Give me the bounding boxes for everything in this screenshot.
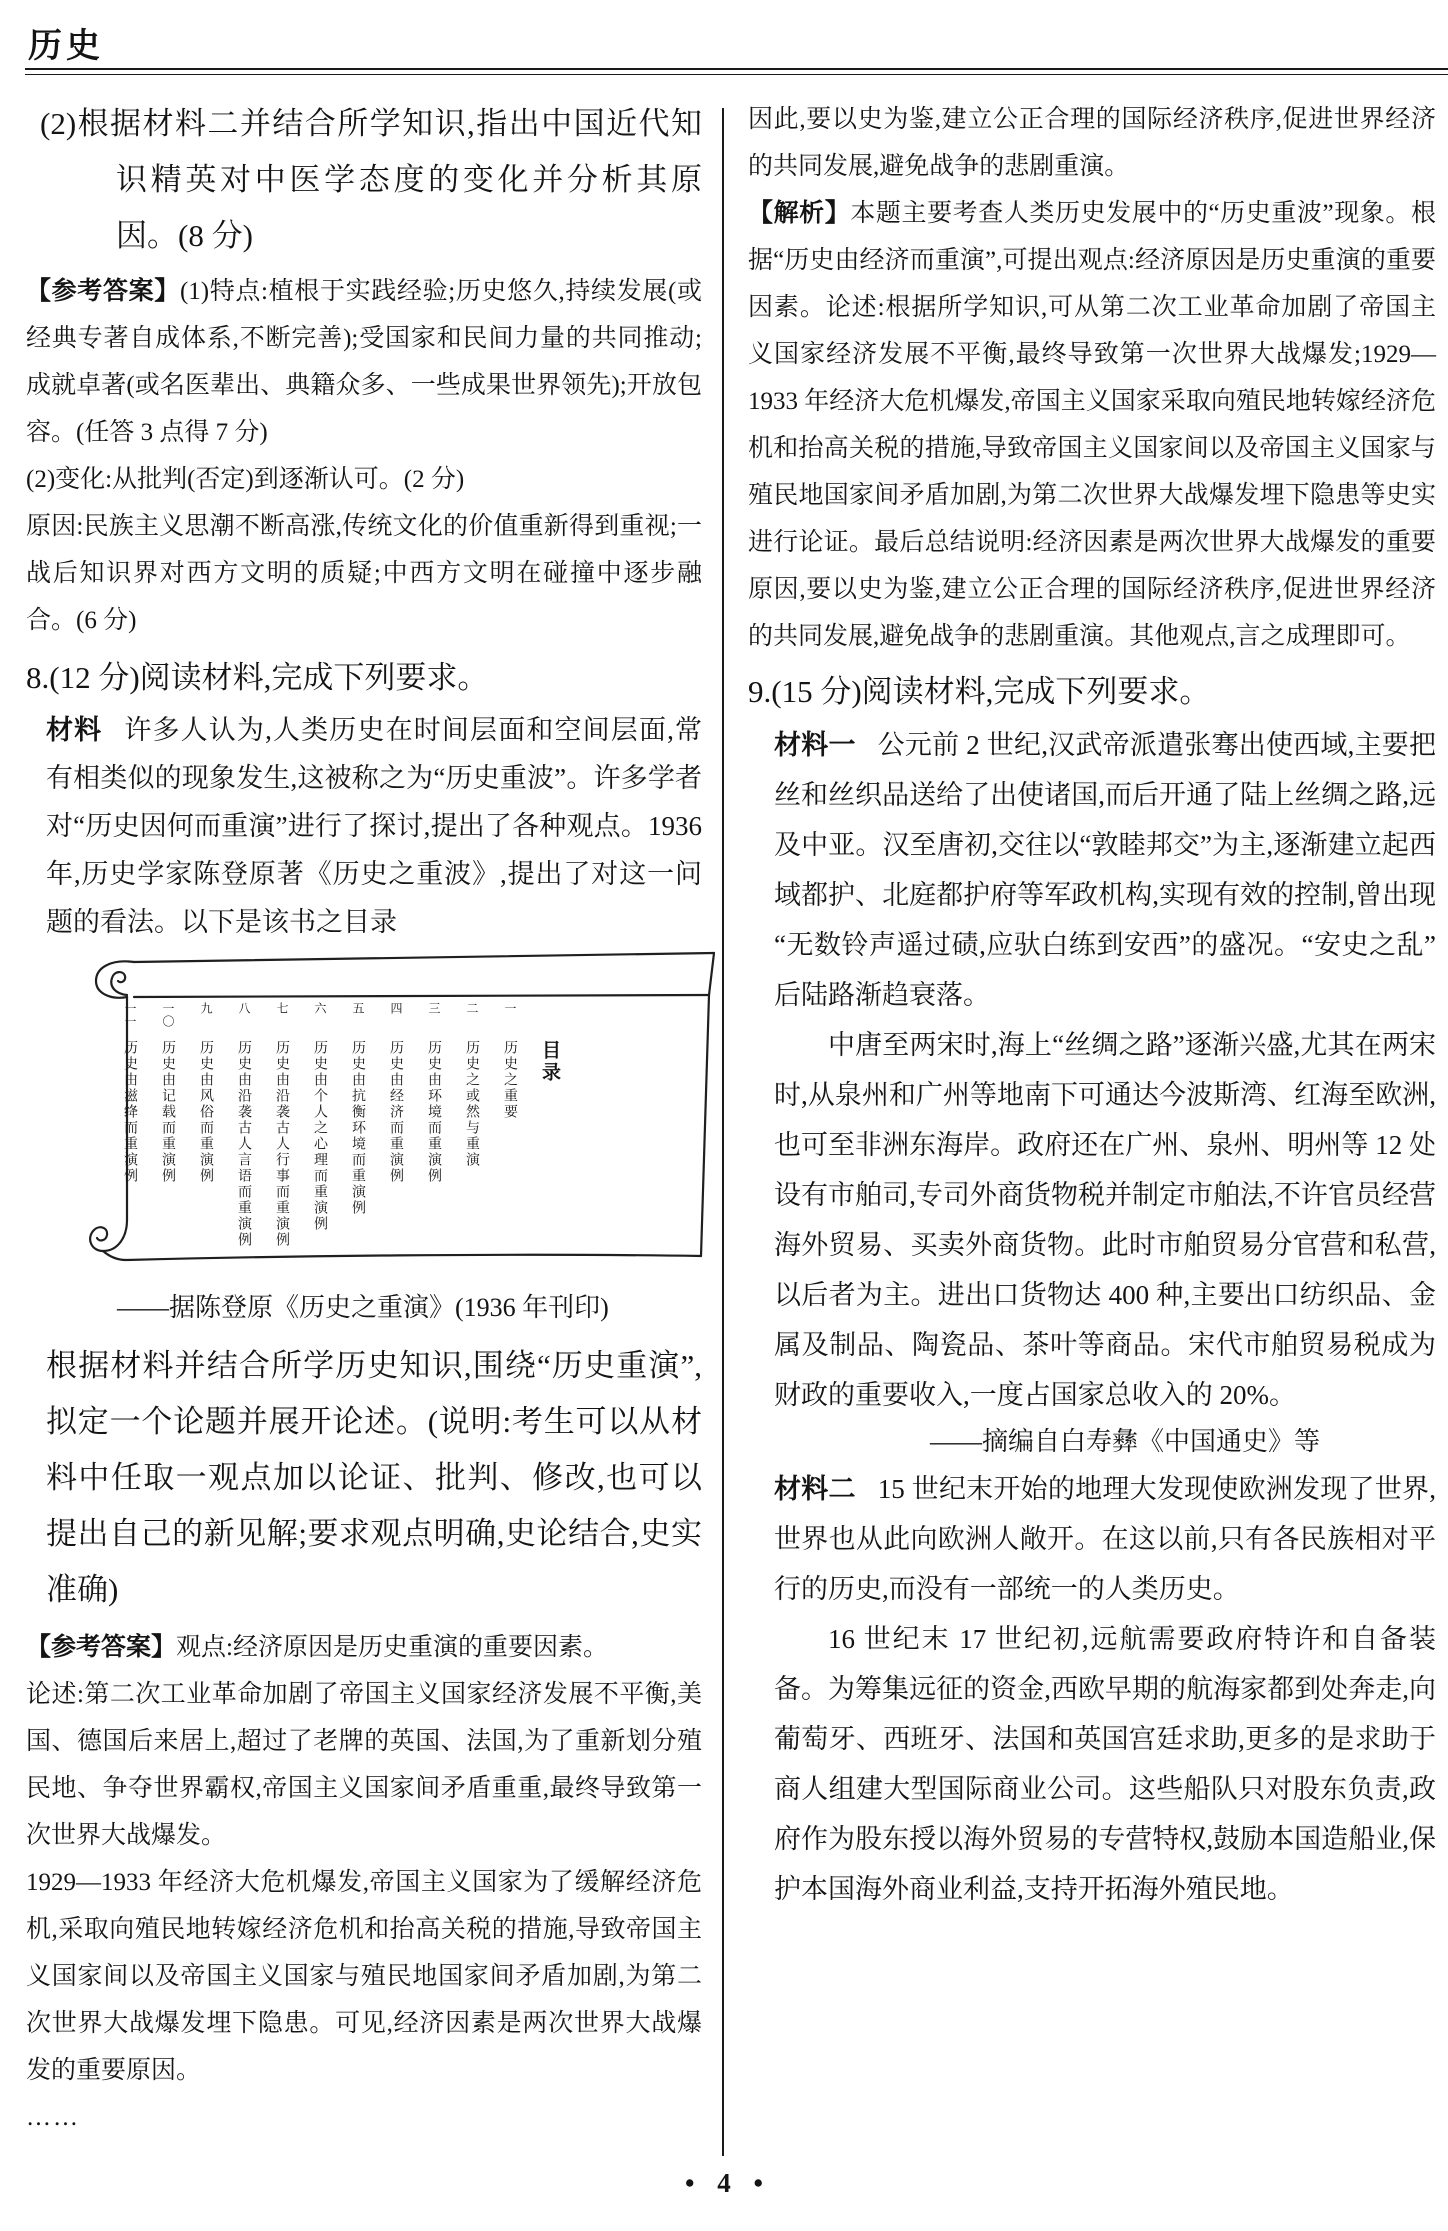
reference-answer-7-p1 bbox=[26, 268, 702, 456]
material-1-source-caption: ——摘编自白寿彝《中国通史》等 bbox=[930, 1427, 1321, 1456]
toc-item-5 bbox=[348, 1000, 367, 1262]
toc-item-title: 历史之或然与重演 bbox=[464, 1040, 479, 1168]
toc-item-title: 历史由记载而重演例 bbox=[160, 1040, 175, 1184]
toc-item-1 bbox=[500, 1000, 519, 1262]
material-2-label: 材料二 bbox=[774, 1474, 856, 1504]
material-1-label: 材料一 bbox=[774, 730, 856, 760]
question-9-material-1-p2: 中唐至两宋时,海上“丝绸之路”逐渐兴盛,尤其在两宋时,从泉州和广州等地南下可通达今波斯湾、红海至欧洲,也可至非洲东海岸。政府还在广州、泉州、明州等 12 处设有市舶司,专司外商货物税并制定市舶法,不许官员经营海外贸易、买卖外商货物。此时市舶贸易分官营和私营,以后者为主。进出口货物达 400 种,主要出口纺织品、金属及制品、陶瓷品、茶叶等商品。宋代市舶贸易税成为财政的重要收入,一度占国家总收入的 20%。 bbox=[774, 1030, 1436, 1410]
toc-item-number: 一一 bbox=[123, 1002, 137, 1028]
toc-item-8 bbox=[234, 1000, 253, 1262]
scroll-source-caption: ——据陈登原《历史之重演》(1936 年刊印) bbox=[117, 1293, 609, 1322]
question-8-task: 根据材料并结合所学历史知识,围绕“历史重演”,拟定一个论题并展开论述。(说明:考生可以从材料中任取一观点加以论证、批判、修改,也可以提出自己的新见解;要求观点明确,史论结合,史实准确) bbox=[46, 1348, 702, 1607]
question-8-material bbox=[46, 706, 702, 946]
toc-item-number: 二 bbox=[465, 1002, 479, 1015]
toc-item-title: 历史由滋绛而重演例 bbox=[122, 1040, 137, 1184]
toc-item-title: 历史由沿袭古人言语而重演例 bbox=[236, 1040, 251, 1248]
toc-item-6 bbox=[310, 1000, 329, 1262]
analysis-label: 【解析】 bbox=[748, 199, 851, 227]
toc-item-title: 历史由风俗而重演例 bbox=[198, 1040, 213, 1184]
toc-item-7 bbox=[272, 1000, 291, 1262]
question-9-material-2-p2: 16 世纪末 17 世纪初,远航需要政府特许和自备装备。为筹集远征的资金,西欧早期的航海家都到处奔走,向葡萄牙、西班牙、法国和英国宫廷求助,更多的是求助于商人组建大型国际商业公司。这些船队只对股东负责,政府作为股东授以海外贸易的专营特权,鼓励本国造船业,保护本国海外商业利益,支持开拓海外殖民地。 bbox=[774, 1624, 1436, 1904]
toc-title: 目录 bbox=[539, 1040, 560, 1084]
toc-item-title: 历史由抗衡环境而重演例 bbox=[350, 1040, 365, 1216]
header-double-rule bbox=[25, 68, 1448, 75]
question-9-heading: 9.(15 分)阅读材料,完成下列要求。 bbox=[748, 674, 1211, 709]
toc-item-number: 五 bbox=[351, 1002, 365, 1015]
scroll-illustration bbox=[88, 950, 715, 1272]
reference-answer-label: 【参考答案】 bbox=[26, 1633, 177, 1661]
toc-item-title: 历史由沿袭古人行事而重演例 bbox=[274, 1040, 289, 1248]
toc-item-number: 八 bbox=[237, 1002, 251, 1015]
analysis-text: 本题主要考查人类历史发展中的“历史重波”现象。根据“历史由经济而重演”,可提出观点:经济原因是历史重演的重要因素。论述:根据所学知识,可从第二次工业革命加剧了帝国主义国家经济发展不平衡,最终导致第一次世界大战爆发;1929—1933 年经济大危机爆发,帝国主义国家采取向殖民地转嫁经济危机和抬高关税的措施,导致帝国主义国家间以及帝国主义国家与殖民地国家间矛盾加剧,为第二次世界大战爆发埋下隐患等史实进行论证。最后总结说明:经济因素是两次世界大战爆发的重要原因,要以史为鉴,建立公正合理的国际经济秩序,促进世界经济的共同发展,避免战争的悲剧重演。其他观点,言之成理即可。 bbox=[748, 200, 1436, 650]
toc-item-4 bbox=[386, 1000, 405, 1262]
left-column bbox=[26, 96, 702, 2141]
toc-item-11 bbox=[120, 1000, 139, 1262]
reference-answer-8-p1 bbox=[26, 1624, 702, 1671]
toc-item-10 bbox=[158, 1000, 177, 1262]
question-8-heading: 8.(12 分)阅读材料,完成下列要求。 bbox=[26, 660, 489, 695]
toc-item-title: 历史由个人之心理而重演例 bbox=[312, 1040, 327, 1232]
reference-answer-8-p3: 1929—1933 年经济大危机爆发,帝国主义国家为了缓解经济危机,采取向殖民地转嫁经济危机和抬高关税的措施,导致帝国主义国家间以及帝国主义国家与殖民地国家间矛盾加剧,为第二次世界大战爆发埋下隐患。可见,经济因素是两次世界大战爆发的重要原因。 bbox=[26, 1869, 702, 2084]
answer-8-continuation: 因此,要以史为鉴,建立公正合理的国际经济秩序,促进世界经济的共同发展,避免战争的悲剧重演。 bbox=[748, 106, 1436, 180]
material-text: 许多人认为,人类历史在时间层面和空间层面,常有相类似的现象发生,这被称之为“历史重波”。许多学者对“历史因何而重演”进行了探讨,提出了各种观点。1936 年,历史学家陈登原著《历史之重波》,提出了对这一问题的看法。以下是该书之目录 bbox=[46, 715, 703, 937]
toc-item-2 bbox=[462, 1000, 481, 1262]
toc-item-title: 历史由环境而重演例 bbox=[426, 1040, 441, 1184]
page-number: • 4 • bbox=[685, 2168, 763, 2198]
toc-item-number: 一 bbox=[503, 1002, 517, 1015]
toc-item-9 bbox=[196, 1000, 215, 1262]
toc-item-title: 历史由经济而重演例 bbox=[388, 1040, 403, 1184]
toc-item-number: 三 bbox=[427, 1002, 441, 1015]
question-9-material-2 bbox=[774, 1464, 1436, 1614]
page-title: 历史 bbox=[28, 28, 104, 65]
answer-text: (1)特点:植根于实践经验;历史悠久,持续发展(或经典专著自成体系,不断完善);受国家和民间力量的共同推动;成就卓著(或名医辈出、典籍众多、一些成果世界领先);开放包容。(任答 3 点得 7 分) bbox=[26, 278, 702, 446]
answer-ellipsis: …… bbox=[26, 2104, 80, 2131]
toc-item-3 bbox=[424, 1000, 443, 1262]
material-1-text: 公元前 2 世纪,汉武帝派遣张骞出使西域,主要把丝和丝织品送给了出使诸国,而后开通了陆上丝绸之路,远及中亚。汉至唐初,交往以“敦睦邦交”为主,逐渐建立起西域都护、北庭都护府等军政机构,实现有效的控制,曾出现“无数铃声遥过碛,应驮白练到安西”的盛况。“安史之乱”后陆路渐趋衰落。 bbox=[774, 730, 1437, 1010]
material-2-text: 15 世纪末开始的地理大发现使欧洲发现了世界,世界也从此向欧洲人敞开。在这以前,只有各民族相对平行的历史,而没有一部统一的人类历史。 bbox=[774, 1474, 1437, 1604]
material-label: 材料 bbox=[46, 715, 103, 745]
toc-item-number: 六 bbox=[313, 1002, 327, 1015]
reference-answer-7-p2: (2)变化:从批判(否定)到逐渐认可。(2 分) bbox=[26, 466, 465, 493]
toc-item-number: 九 bbox=[199, 1002, 213, 1015]
reference-answer-label: 【参考答案】 bbox=[26, 277, 180, 305]
toc-item-number: 四 bbox=[389, 1002, 403, 1015]
right-column bbox=[748, 96, 1436, 1914]
table-of-contents bbox=[101, 1000, 560, 1262]
question-9-material-1 bbox=[774, 720, 1436, 1020]
answer-text: 观点:经济原因是历史重演的重要因素。 bbox=[176, 1634, 608, 1661]
toc-item-title: 历史之重要 bbox=[502, 1040, 517, 1120]
toc-item-number: 七 bbox=[275, 1002, 289, 1015]
question-7-part2: (2)根据材料二并结合所学知识,指出中国近代知识精英对中医学态度的变化并分析其原因。(8 分) bbox=[40, 106, 702, 253]
reference-answer-7-p3: 原因:民族主义思潮不断高涨,传统文化的价值重新得到重视;一战后知识界对西方文明的质疑;中西方文明在碰撞中逐步融合。(6 分) bbox=[26, 513, 702, 634]
analysis-8 bbox=[748, 190, 1436, 660]
reference-answer-8-p2: 论述:第二次工业革命加剧了帝国主义国家经济发展不平衡,美国、德国后来居上,超过了老牌的英国、法国,为了重新划分殖民地、争夺世界霸权,帝国主义国家间矛盾重重,最终导致第一次世界大战爆发。 bbox=[26, 1681, 702, 1849]
toc-item-number: 一〇 bbox=[161, 1002, 175, 1028]
column-divider bbox=[722, 108, 724, 2156]
